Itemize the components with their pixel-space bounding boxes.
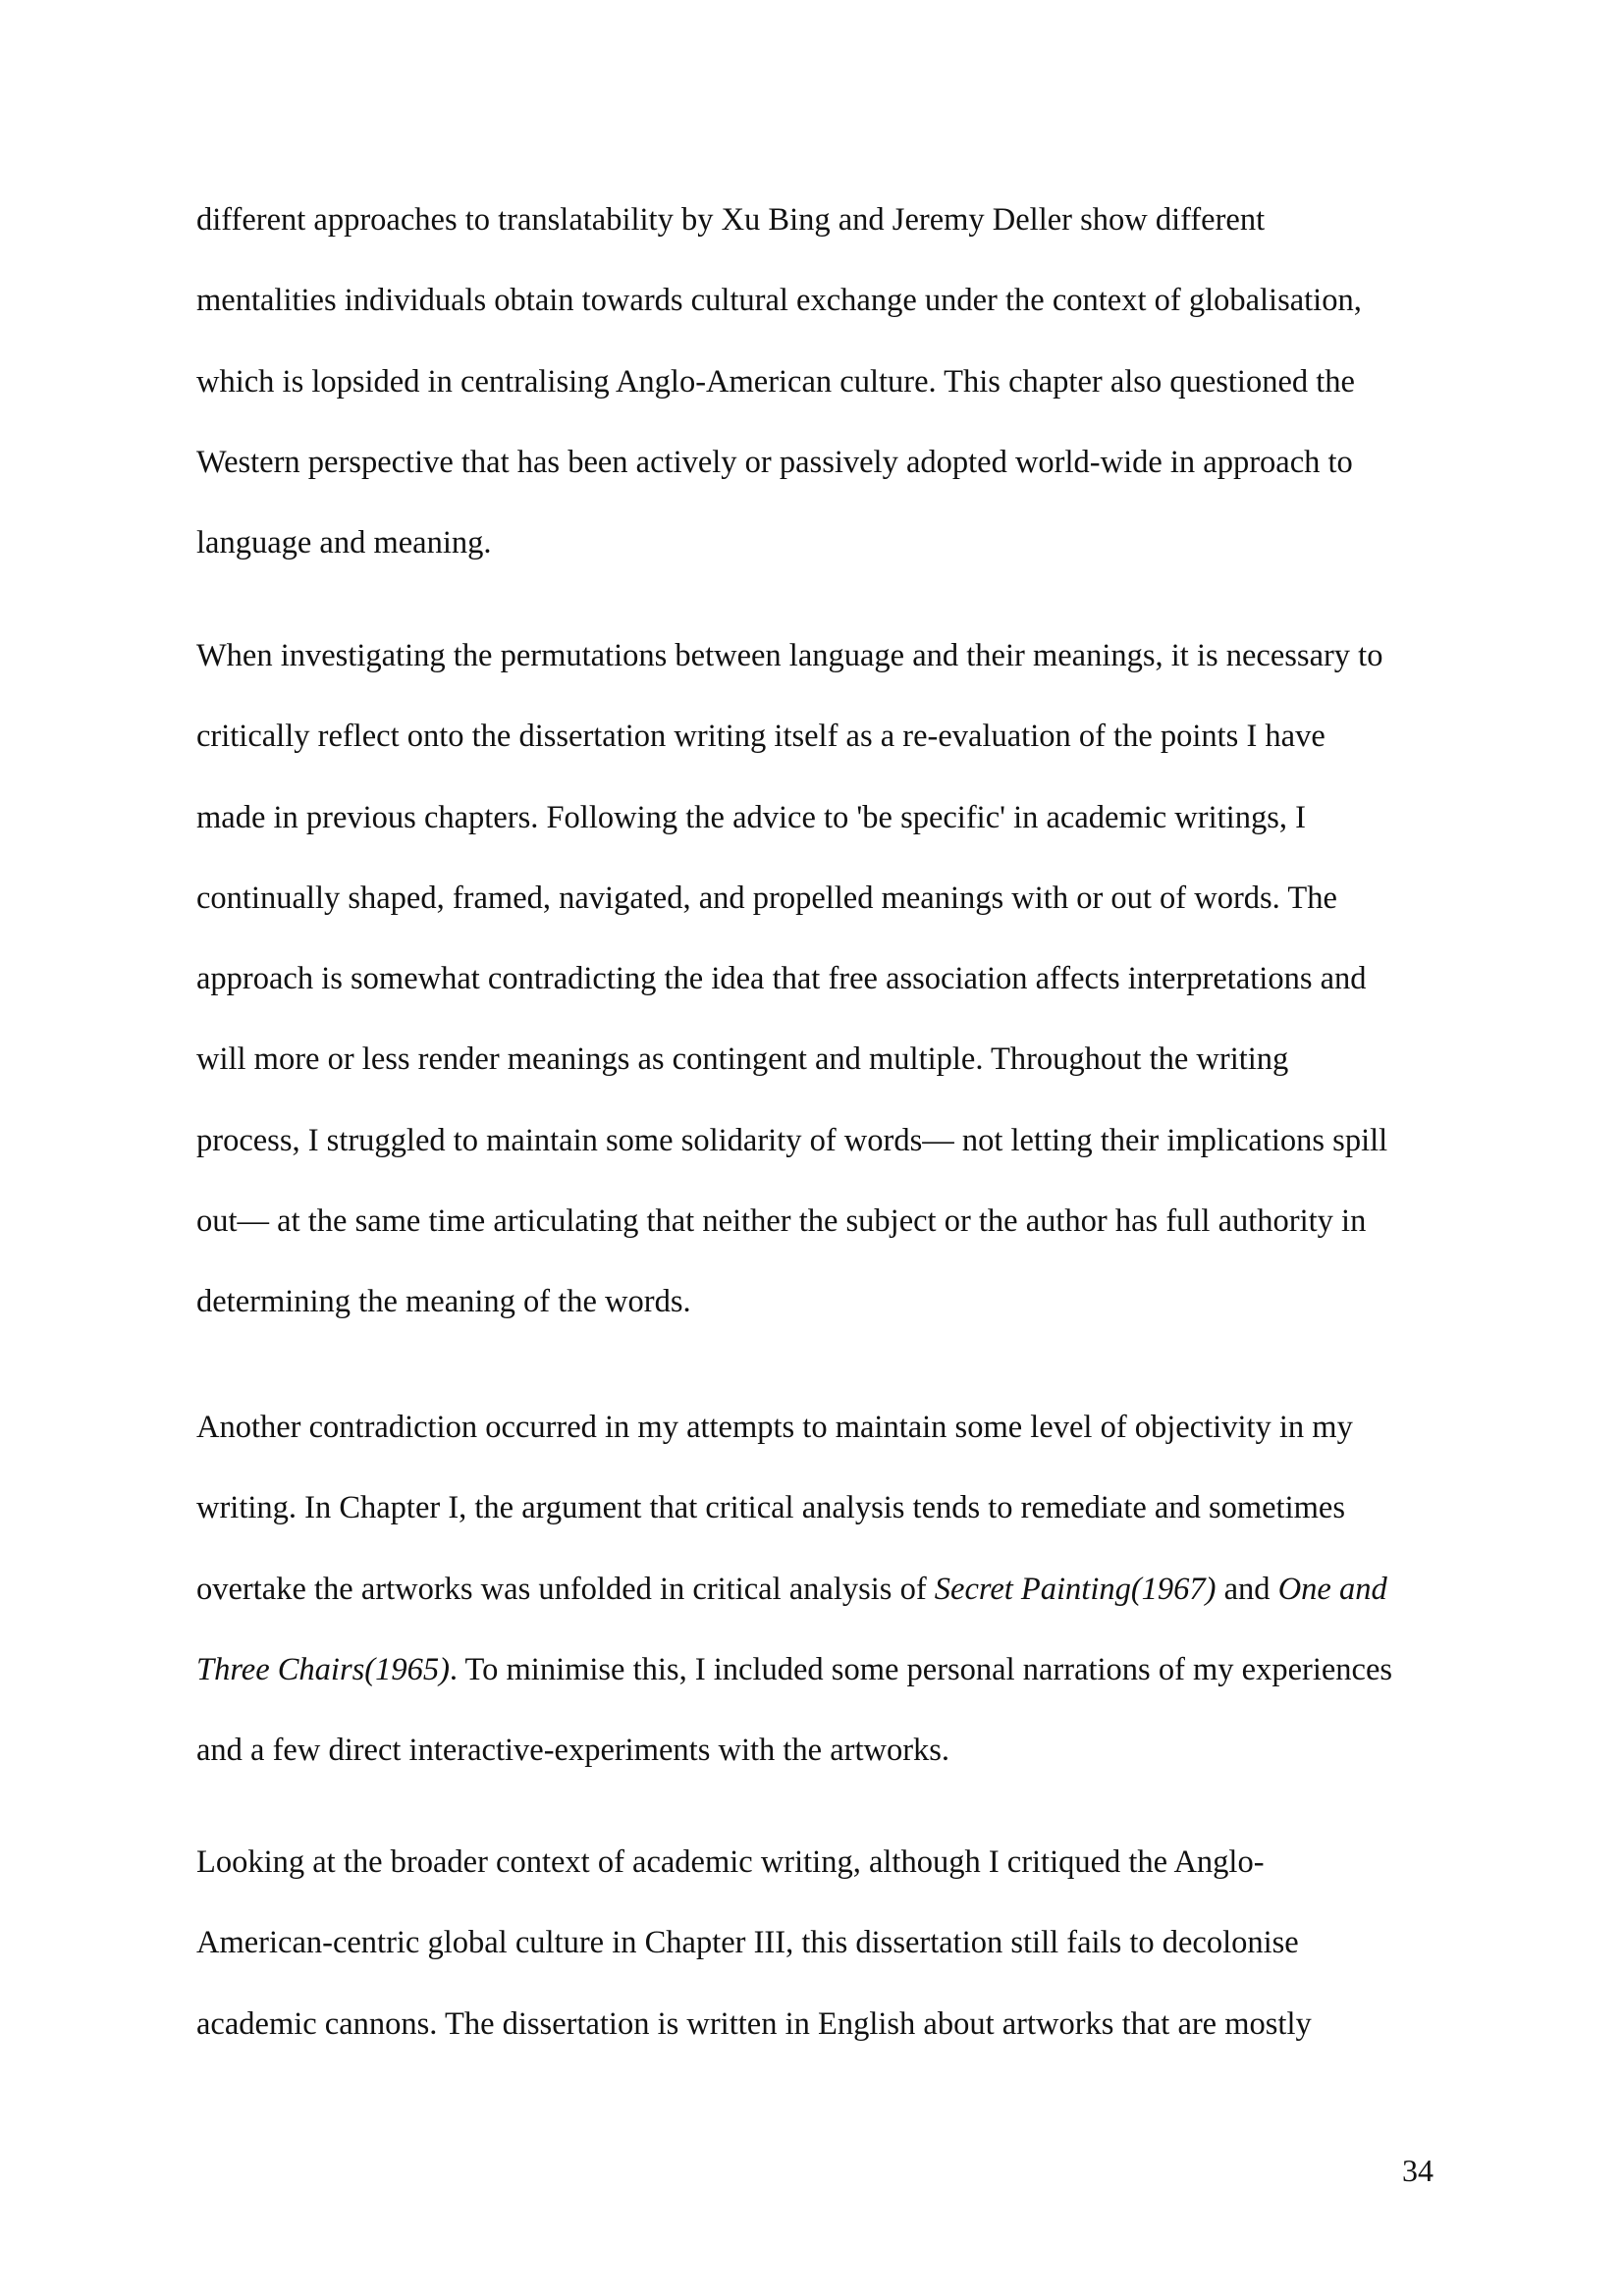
- text-line: and a few direct interactive-experiments with the artworks.: [196, 1733, 950, 1769]
- text-run: overtake the artworks was unfolded in critical analysis of: [196, 1571, 935, 1607]
- text-line: [196, 1629, 1434, 1710]
- text-line: approach is somewhat contradicting the idea that free association affects interpretations and: [196, 961, 1367, 997]
- text-line: Looking at the broader context of academic writing, although I critiqued the Anglo-: [196, 1844, 1265, 1880]
- artwork-title: Three Chairs(1965): [196, 1651, 450, 1687]
- text-line: which is lopsided in centralising Anglo-American culture. This chapter also questioned the: [196, 363, 1355, 400]
- text-line: critically reflect onto the dissertation writing itself as a re-evaluation of the points I have: [196, 719, 1325, 755]
- text-line: academic cannons. The dissertation is written in English about artworks that are mostly: [196, 2005, 1312, 2042]
- text-line: process, I struggled to maintain some solidarity of words— not letting their implications spill: [196, 1122, 1388, 1158]
- paragraph-1: [196, 180, 1434, 583]
- artwork-title: One and: [1277, 1571, 1387, 1607]
- text-line: writing. In Chapter I, the argument that critical analysis tends to remediate and sometimes: [196, 1490, 1345, 1526]
- text-line: made in previous chapters. Following the advice to 'be specific' in academic writings, I: [196, 799, 1306, 835]
- text-line: out— at the same time articulating that neither the subject or the author has full authority in: [196, 1203, 1367, 1240]
- text-line: determining the meaning of the words.: [196, 1284, 691, 1320]
- paragraph-4: [196, 1822, 1434, 2064]
- artwork-title: Secret Painting(1967): [934, 1571, 1217, 1607]
- text-line: continually shaped, framed, navigated, and propelled meanings with or out of words. The: [196, 880, 1337, 916]
- text-run: and: [1216, 1571, 1278, 1607]
- page-number: 34: [1402, 2153, 1434, 2188]
- paragraph-3: [196, 1387, 1434, 1790]
- text-line: language and meaning.: [196, 525, 492, 561]
- paragraph-2: [196, 615, 1434, 1343]
- text-run: . To minimise this, I included some personal narrations of my experiences: [449, 1651, 1393, 1687]
- text-line: different approaches to translatability by Xu Bing and Jeremy Deller show different: [196, 202, 1266, 238]
- text-line: will more or less render meanings as contingent and multiple. Throughout the writing: [196, 1041, 1289, 1078]
- text-line: American-centric global culture in Chapter III, this dissertation still fails to decolonise: [196, 1925, 1299, 1961]
- text-line: Western perspective that has been actively or passively adopted world-wide in approach to: [196, 444, 1353, 480]
- text-line: mentalities individuals obtain towards cultural exchange under the context of globalisation,: [196, 283, 1362, 319]
- text-line: When investigating the permutations between language and their meanings, it is necessary to: [196, 638, 1383, 673]
- text-line: [196, 1549, 1434, 1629]
- text-line: Another contradiction occurred in my attempts to maintain some level of objectivity in my: [196, 1410, 1353, 1445]
